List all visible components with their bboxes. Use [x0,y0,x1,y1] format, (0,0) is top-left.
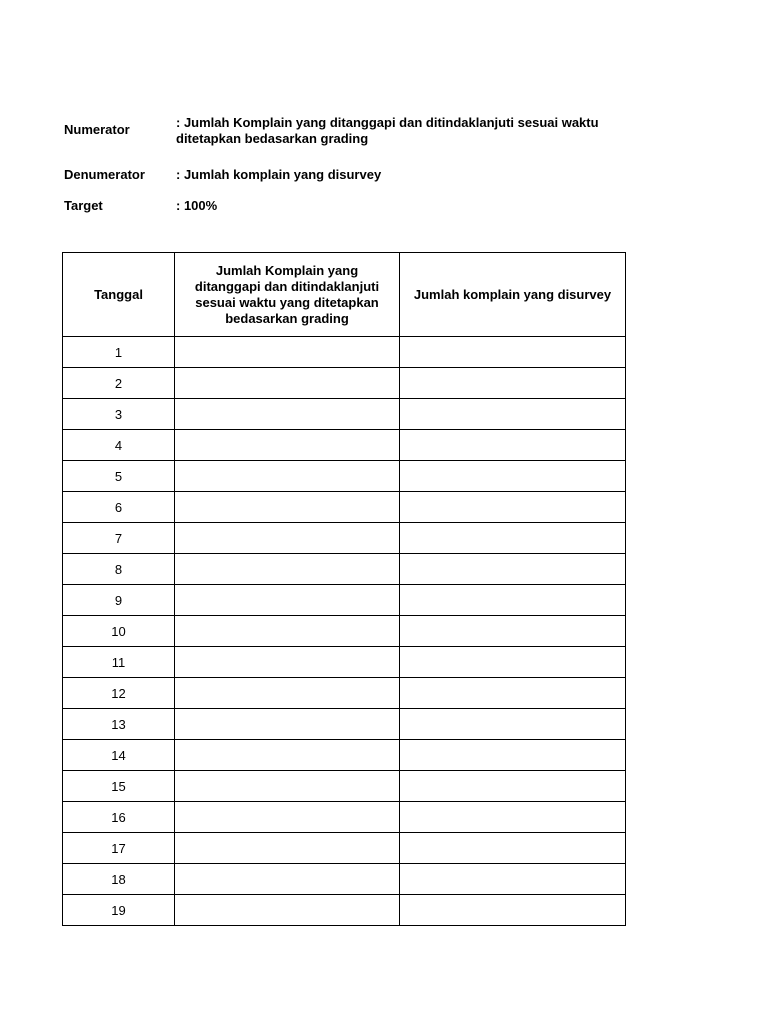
cell-jumlah-komplain-disurvey[interactable] [400,647,626,678]
cell-jumlah-komplain-disurvey[interactable] [400,585,626,616]
table-row [63,461,626,492]
table-row [63,833,626,864]
table-row [63,399,626,430]
table-row [63,616,626,647]
cell-jumlah-komplain-ditanggapi[interactable] [175,523,400,554]
table-row [63,864,626,895]
data-table [62,252,626,926]
table-row [63,895,626,926]
cell-jumlah-komplain-ditanggapi[interactable] [175,337,400,368]
header-tanggal: Tanggal [63,253,175,337]
cell-jumlah-komplain-ditanggapi[interactable] [175,461,400,492]
cell-jumlah-komplain-disurvey[interactable] [400,430,626,461]
table-body [63,337,626,926]
table-row [63,678,626,709]
table-row [63,740,626,771]
cell-jumlah-komplain-disurvey[interactable] [400,337,626,368]
table-row [63,368,626,399]
cell-jumlah-komplain-disurvey[interactable] [400,523,626,554]
table-row [63,492,626,523]
cell-jumlah-komplain-ditanggapi[interactable] [175,430,400,461]
table-row [63,647,626,678]
cell-jumlah-komplain-disurvey[interactable] [400,368,626,399]
cell-jumlah-komplain-disurvey[interactable] [400,492,626,523]
cell-tanggal: 9 [63,585,175,616]
cell-jumlah-komplain-disurvey[interactable] [400,895,626,926]
header-jumlah-komplain-ditanggapi: Jumlah Komplain yang ditanggapi dan ditindaklanjuti sesuai waktu yang ditetapkan bedasarkan grading [175,253,400,337]
denumerator-value: : Jumlah komplain yang disurvey [176,167,382,182]
table-row [63,523,626,554]
cell-tanggal: 2 [63,368,175,399]
cell-jumlah-komplain-disurvey[interactable] [400,554,626,585]
cell-tanggal: 18 [63,864,175,895]
table-row [63,430,626,461]
cell-jumlah-komplain-disurvey[interactable] [400,709,626,740]
cell-tanggal: 6 [63,492,175,523]
cell-tanggal: 13 [63,709,175,740]
denumerator-label: Denumerator [64,167,145,182]
cell-jumlah-komplain-disurvey[interactable] [400,740,626,771]
cell-jumlah-komplain-disurvey[interactable] [400,616,626,647]
cell-jumlah-komplain-disurvey[interactable] [400,802,626,833]
header-jumlah-komplain-disurvey: Jumlah komplain yang disurvey [400,253,626,337]
table-row [63,554,626,585]
cell-tanggal: 17 [63,833,175,864]
cell-tanggal: 16 [63,802,175,833]
cell-jumlah-komplain-ditanggapi[interactable] [175,678,400,709]
table-row [63,802,626,833]
cell-jumlah-komplain-ditanggapi[interactable] [175,647,400,678]
table-row [63,585,626,616]
cell-tanggal: 19 [63,895,175,926]
cell-tanggal: 1 [63,337,175,368]
cell-jumlah-komplain-disurvey[interactable] [400,678,626,709]
cell-jumlah-komplain-ditanggapi[interactable] [175,709,400,740]
cell-jumlah-komplain-ditanggapi[interactable] [175,895,400,926]
cell-jumlah-komplain-ditanggapi[interactable] [175,771,400,802]
cell-jumlah-komplain-ditanggapi[interactable] [175,492,400,523]
cell-jumlah-komplain-disurvey[interactable] [400,833,626,864]
cell-tanggal: 8 [63,554,175,585]
cell-tanggal: 4 [63,430,175,461]
cell-tanggal: 3 [63,399,175,430]
cell-tanggal: 5 [63,461,175,492]
cell-jumlah-komplain-ditanggapi[interactable] [175,399,400,430]
table-header-row [63,253,626,337]
cell-jumlah-komplain-ditanggapi[interactable] [175,864,400,895]
cell-jumlah-komplain-ditanggapi[interactable] [175,740,400,771]
cell-jumlah-komplain-ditanggapi[interactable] [175,802,400,833]
cell-tanggal: 7 [63,523,175,554]
cell-jumlah-komplain-ditanggapi[interactable] [175,368,400,399]
cell-jumlah-komplain-ditanggapi[interactable] [175,616,400,647]
cell-tanggal: 12 [63,678,175,709]
cell-tanggal: 14 [63,740,175,771]
cell-jumlah-komplain-ditanggapi[interactable] [175,833,400,864]
table-row [63,709,626,740]
target-value: : 100% [176,198,218,213]
cell-jumlah-komplain-ditanggapi[interactable] [175,554,400,585]
cell-tanggal: 10 [63,616,175,647]
cell-jumlah-komplain-disurvey[interactable] [400,771,626,802]
cell-tanggal: 11 [63,647,175,678]
numerator-label: Numerator [64,122,130,137]
table-row [63,337,626,368]
cell-jumlah-komplain-disurvey[interactable] [400,461,626,492]
cell-jumlah-komplain-ditanggapi[interactable] [175,585,400,616]
target-label: Target [64,198,103,213]
cell-jumlah-komplain-disurvey[interactable] [400,864,626,895]
table-row [63,771,626,802]
numerator-value: : Jumlah Komplain yang ditanggapi dan ditindaklanjuti sesuai waktu ditetapkan bedasarkan grading [176,115,599,146]
cell-tanggal: 15 [63,771,175,802]
cell-jumlah-komplain-disurvey[interactable] [400,399,626,430]
